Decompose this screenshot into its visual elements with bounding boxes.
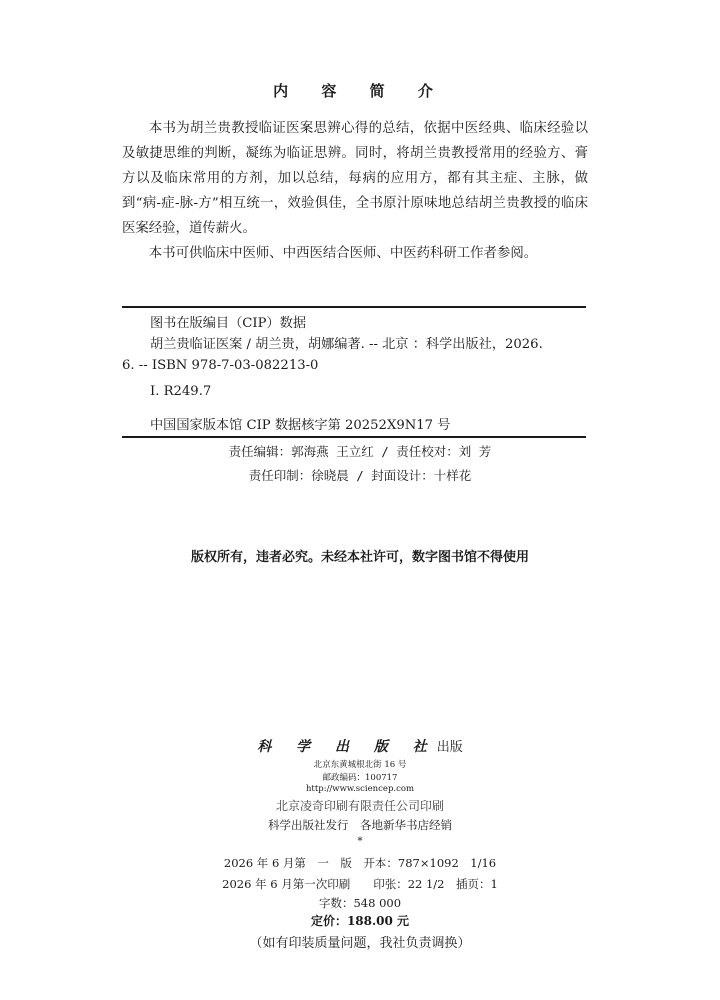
summary-paragraph-1: 本书为胡兰贵教授临证医案思辨心得的总结，依据中医经典、临床经验以及敏捷思维的判断，凝练为临证思辨。同时，将胡兰贵教授常用的经验方、膏方以及临床常用的方剂，加以总结，每病的应用方，都有其主症、主脉，做到“病-症-脉-方”相互统一，效验俱佳，全书原汁原味地总结胡兰贵教授的临床医案经验，道传薪火。 <box>122 121 588 236</box>
cip-top-rule <box>122 306 586 308</box>
publisher-name: 科 学 出 版 社 <box>257 739 437 755</box>
summary-body <box>122 116 588 266</box>
distribution-line: 科学出版社发行 各地新华书店经销 <box>268 818 452 832</box>
quality-notice: （如有印装质量问题，我社负责调换） <box>249 936 471 951</box>
cip-classification: Ⅰ. R249.7 <box>150 384 212 399</box>
editor-credits: 责任编辑：郭海燕 王立红 / 责任校对：刘 芳 <box>228 444 492 459</box>
summary-heading: 内 容 简 介 <box>273 82 447 100</box>
copyright-notice: 版权所有，违者必究。未经本社许可，数字图书馆不得使用 <box>190 550 529 565</box>
cip-entry <box>122 334 590 376</box>
word-count: 字数：548 000 <box>318 896 402 910</box>
publisher-line <box>0 736 720 756</box>
printer-line: 北京凌奇印刷有限责任公司印刷 <box>275 799 444 813</box>
cip-title: 图书在版编目（CIP）数据 <box>150 316 307 331</box>
publisher-address: 北京东黄城根北街 16 号 <box>313 760 407 770</box>
cip-bottom-rule <box>122 436 586 438</box>
production-credits: 责任印制：徐晓晨 / 封面设计：十样花 <box>248 468 472 483</box>
summary-paragraph-2: 本书可供临床中医师、中西医结合医师、中医药科研工作者参阅。 <box>148 246 538 261</box>
cip-entry-line-2: 6. -- ISBN 978-7-03-082213-0 <box>122 358 319 373</box>
price: 定价：188.00 元 <box>310 914 410 928</box>
publisher-suffix: 出版 <box>436 740 463 755</box>
separator-star: * <box>357 836 363 847</box>
edition-line-1: 2026 年 6 月第 一 版 开本：787×1092 1/16 <box>223 856 497 870</box>
edition-line-2: 2026 年 6 月第一次印刷 印张：22 1/2 插页：1 <box>222 877 498 891</box>
publisher-postcode: 邮政编码：100717 <box>322 773 398 783</box>
cip-entry-line-1: 胡兰贵临证医案 / 胡兰贵，胡娜编著. -- 北京 ：科学出版社，2026. <box>150 337 543 352</box>
publisher-website: http://www.sciencep.com <box>305 784 415 794</box>
cip-catalog-number: 中国国家版本馆 CIP 数据核字第 20252X9N17 号 <box>150 418 451 433</box>
